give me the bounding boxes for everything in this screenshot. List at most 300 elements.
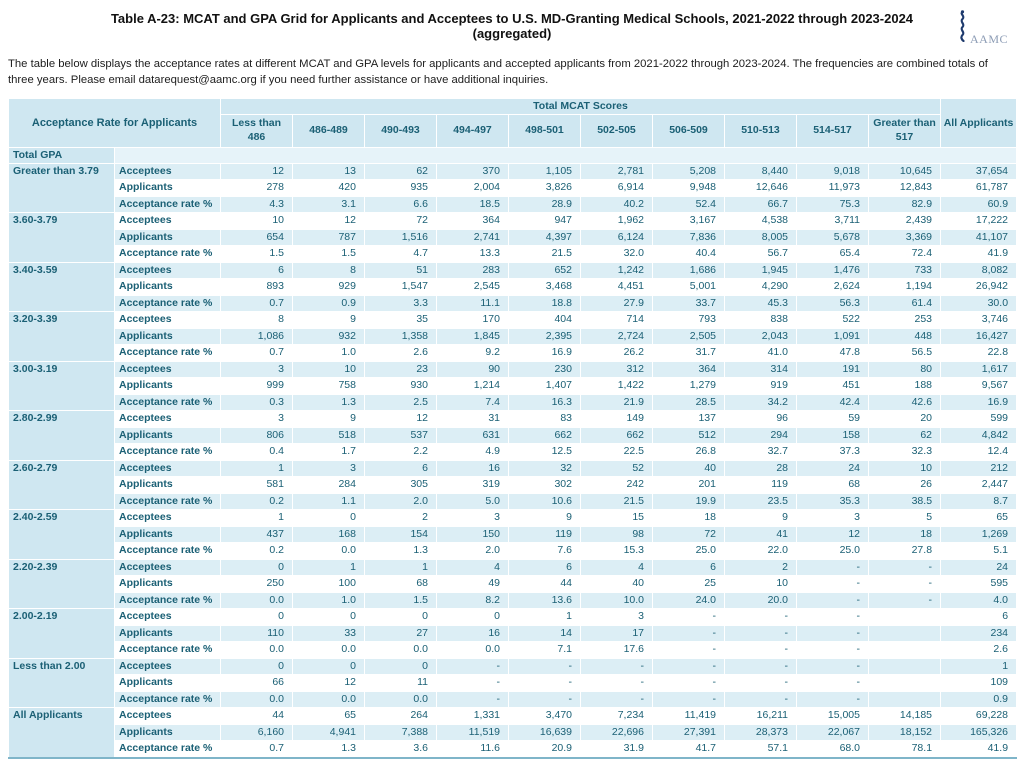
value-cell: 2.5	[365, 394, 437, 411]
score-column-header: 490-493	[365, 114, 437, 147]
value-cell: 11	[365, 675, 437, 692]
value-cell: 51	[365, 262, 437, 279]
value-cell: -	[581, 691, 653, 708]
value-cell: 1.3	[293, 394, 365, 411]
value-cell: 319	[437, 477, 509, 494]
value-cell: 4,290	[725, 279, 797, 296]
value-cell: 41.0	[725, 345, 797, 362]
value-cell: 13.6	[509, 592, 581, 609]
mcat-scores-group-header: Total MCAT Scores	[221, 98, 941, 114]
value-cell: 11,419	[653, 708, 725, 725]
value-cell: 2,624	[797, 279, 869, 296]
value-cell: 18.5	[437, 196, 509, 213]
value-cell: 150	[437, 526, 509, 543]
table-row	[9, 510, 1017, 527]
value-cell: 149	[581, 411, 653, 428]
value-cell: 0.9	[941, 691, 1017, 708]
value-cell: 2,505	[653, 328, 725, 345]
value-cell	[869, 609, 941, 626]
value-cell: 170	[437, 312, 509, 329]
value-cell: 9	[509, 510, 581, 527]
value-cell: 24	[941, 559, 1017, 576]
value-cell: 16,211	[725, 708, 797, 725]
value-cell: 793	[653, 312, 725, 329]
value-cell: 242	[581, 477, 653, 494]
value-cell: 12.5	[509, 444, 581, 461]
row-type-label: Acceptees	[115, 213, 221, 230]
gpa-band-label: 2.60-2.79	[9, 460, 115, 510]
row-type-label: Applicants	[115, 328, 221, 345]
value-cell: 9,018	[797, 163, 869, 180]
value-cell: 201	[653, 477, 725, 494]
value-cell: -	[797, 609, 869, 626]
value-cell: 3,711	[797, 213, 869, 230]
value-cell: 17	[581, 625, 653, 642]
row-type-label: Acceptance rate %	[115, 196, 221, 213]
value-cell: 2.0	[365, 493, 437, 510]
value-cell: 8.2	[437, 592, 509, 609]
score-column-header: 514-517	[797, 114, 869, 147]
mcat-gpa-grid-table	[8, 98, 1017, 759]
value-cell: 595	[941, 576, 1017, 593]
value-cell: 302	[509, 477, 581, 494]
value-cell: 0.0	[365, 691, 437, 708]
value-cell: 1,962	[581, 213, 653, 230]
value-cell: -	[725, 691, 797, 708]
row-type-label: Acceptance rate %	[115, 394, 221, 411]
value-cell: 11,973	[797, 180, 869, 197]
value-cell: 2,724	[581, 328, 653, 345]
value-cell: 24	[797, 460, 869, 477]
value-cell: -	[653, 625, 725, 642]
value-cell: 3	[221, 411, 293, 428]
value-cell	[869, 675, 941, 692]
row-type-label: Applicants	[115, 625, 221, 642]
value-cell: 8,082	[941, 262, 1017, 279]
value-cell: -	[653, 675, 725, 692]
value-cell: -	[797, 576, 869, 593]
value-cell: 448	[869, 328, 941, 345]
total-gpa-label: Total GPA	[9, 147, 115, 163]
value-cell: 9,567	[941, 378, 1017, 395]
value-cell: 947	[509, 213, 581, 230]
value-cell: 38.5	[869, 493, 941, 510]
value-cell: 10	[869, 460, 941, 477]
value-cell: 168	[293, 526, 365, 543]
value-cell: 758	[293, 378, 365, 395]
value-cell: 0	[293, 510, 365, 527]
value-cell: 110	[221, 625, 293, 642]
value-cell: 8,005	[725, 229, 797, 246]
value-cell: 154	[365, 526, 437, 543]
table-row	[9, 328, 1017, 345]
value-cell: 41.9	[941, 246, 1017, 263]
table-row	[9, 625, 1017, 642]
row-type-label: Acceptees	[115, 411, 221, 428]
value-cell: 8.7	[941, 493, 1017, 510]
value-cell: 2.6	[365, 345, 437, 362]
value-cell: 65	[293, 708, 365, 725]
row-type-label: Acceptees	[115, 312, 221, 329]
value-cell: 33.7	[653, 295, 725, 312]
value-cell: 930	[365, 378, 437, 395]
value-cell: -	[581, 658, 653, 675]
value-cell: 32	[509, 460, 581, 477]
table-row	[9, 213, 1017, 230]
value-cell: 41.7	[653, 741, 725, 758]
value-cell: 14	[509, 625, 581, 642]
total-gpa-row	[9, 147, 1017, 163]
value-cell: 27.8	[869, 543, 941, 560]
value-cell: 22.5	[581, 444, 653, 461]
gpa-band-label: All Applicants	[9, 708, 115, 758]
value-cell: -	[437, 658, 509, 675]
value-cell: 230	[509, 361, 581, 378]
value-cell: 11.1	[437, 295, 509, 312]
value-cell: 40.2	[581, 196, 653, 213]
group-header-row	[9, 98, 1017, 114]
value-cell: 82.9	[869, 196, 941, 213]
value-cell: 451	[797, 378, 869, 395]
value-cell: 3,468	[509, 279, 581, 296]
score-column-header: 494-497	[437, 114, 509, 147]
value-cell: 18	[869, 526, 941, 543]
value-cell: 62	[869, 427, 941, 444]
value-cell: 68.0	[797, 741, 869, 758]
score-column-header: Greater than 517	[869, 114, 941, 147]
value-cell: 4,397	[509, 229, 581, 246]
value-cell: 25	[653, 576, 725, 593]
value-cell: 4.0	[941, 592, 1017, 609]
value-cell: 28,373	[725, 724, 797, 741]
value-cell: 41	[725, 526, 797, 543]
value-cell: 1	[221, 460, 293, 477]
value-cell: 364	[437, 213, 509, 230]
value-cell: 52	[581, 460, 653, 477]
value-cell: 12.4	[941, 444, 1017, 461]
value-cell: -	[653, 691, 725, 708]
value-cell: 1,086	[221, 328, 293, 345]
value-cell: 4,842	[941, 427, 1017, 444]
score-column-header: 498-501	[509, 114, 581, 147]
value-cell: -	[869, 559, 941, 576]
value-cell: 18.8	[509, 295, 581, 312]
value-cell: 22.8	[941, 345, 1017, 362]
value-cell: 10.0	[581, 592, 653, 609]
table-row	[9, 559, 1017, 576]
table-row	[9, 493, 1017, 510]
value-cell: 21.5	[509, 246, 581, 263]
value-cell: 2,545	[437, 279, 509, 296]
value-cell: 0.0	[221, 592, 293, 609]
gpa-band-label: 2.00-2.19	[9, 609, 115, 659]
value-cell: 10	[221, 213, 293, 230]
value-cell: 26.2	[581, 345, 653, 362]
value-cell: 61,787	[941, 180, 1017, 197]
score-column-header: Less than 486	[221, 114, 293, 147]
value-cell: 3	[221, 361, 293, 378]
table-row	[9, 708, 1017, 725]
value-cell: 68	[797, 477, 869, 494]
table-row	[9, 691, 1017, 708]
value-cell: 27	[365, 625, 437, 642]
value-cell: 6	[653, 559, 725, 576]
table-row	[9, 246, 1017, 263]
value-cell: 312	[581, 361, 653, 378]
value-cell: 56.5	[869, 345, 941, 362]
value-cell: 52.4	[653, 196, 725, 213]
value-cell: -	[869, 592, 941, 609]
score-column-header: 486-489	[293, 114, 365, 147]
value-cell: 2,004	[437, 180, 509, 197]
value-cell: 3,826	[509, 180, 581, 197]
value-cell: 654	[221, 229, 293, 246]
value-cell: 40.4	[653, 246, 725, 263]
value-cell: 56.7	[725, 246, 797, 263]
value-cell: 3.3	[365, 295, 437, 312]
description-text: The table below displays the acceptance rates at different MCAT and GPA levels for applicants and accepted applicants from 2021-2022 through 2023-2024. The frequencies are combined totals of three years. Please email datarequest@aamc.org if you need further assistance or have additional inquiries.	[8, 58, 988, 86]
table-row	[9, 361, 1017, 378]
row-type-label: Applicants	[115, 724, 221, 741]
value-cell: 0	[293, 658, 365, 675]
row-type-label: Acceptees	[115, 460, 221, 477]
row-type-label: Acceptance rate %	[115, 493, 221, 510]
value-cell: 10	[293, 361, 365, 378]
value-cell: 932	[293, 328, 365, 345]
value-cell: 7.4	[437, 394, 509, 411]
value-cell: 838	[725, 312, 797, 329]
value-cell: 35.3	[797, 493, 869, 510]
value-cell: 8	[221, 312, 293, 329]
value-cell: 6	[941, 609, 1017, 626]
value-cell: 1.0	[293, 592, 365, 609]
value-cell: 18	[653, 510, 725, 527]
row-type-label: Applicants	[115, 229, 221, 246]
value-cell: 40	[581, 576, 653, 593]
value-cell: 1,091	[797, 328, 869, 345]
table-row	[9, 279, 1017, 296]
value-cell: 0.0	[221, 691, 293, 708]
table-row	[9, 378, 1017, 395]
value-cell: 16	[437, 460, 509, 477]
value-cell: -	[725, 642, 797, 659]
gpa-band-label: 3.00-3.19	[9, 361, 115, 411]
value-cell: 264	[365, 708, 437, 725]
value-cell: 3	[437, 510, 509, 527]
table-row	[9, 675, 1017, 692]
table-row	[9, 180, 1017, 197]
value-cell: 6,914	[581, 180, 653, 197]
table-row	[9, 724, 1017, 741]
value-cell: 42.4	[797, 394, 869, 411]
value-cell: 1,686	[653, 262, 725, 279]
value-cell: -	[725, 625, 797, 642]
value-cell: 512	[653, 427, 725, 444]
gpa-band-label: Less than 2.00	[9, 658, 115, 708]
value-cell: 4.9	[437, 444, 509, 461]
value-cell: 1.5	[365, 592, 437, 609]
page-title: Table A-23: MCAT and GPA Grid for Applicants and Acceptees to U.S. MD-Granting Medical Schools, 2021-2022 through 2023-2024 (aggregated)	[110, 11, 914, 41]
value-cell: 20	[869, 411, 941, 428]
value-cell: 0.7	[221, 345, 293, 362]
value-cell: 4	[437, 559, 509, 576]
value-cell: 2.6	[941, 642, 1017, 659]
value-cell: 1.3	[365, 543, 437, 560]
value-cell: 11,519	[437, 724, 509, 741]
value-cell: 1,476	[797, 262, 869, 279]
table-row	[9, 427, 1017, 444]
value-cell: -	[797, 691, 869, 708]
value-cell: 919	[725, 378, 797, 395]
table-row	[9, 741, 1017, 758]
value-cell: 370	[437, 163, 509, 180]
value-cell: 191	[797, 361, 869, 378]
value-cell: 2,395	[509, 328, 581, 345]
gpa-band-label: 2.20-2.39	[9, 559, 115, 609]
row-type-label: Applicants	[115, 477, 221, 494]
value-cell: 16.9	[941, 394, 1017, 411]
value-cell: 2,741	[437, 229, 509, 246]
value-cell: 8,440	[725, 163, 797, 180]
value-cell: 283	[437, 262, 509, 279]
row-type-label: Acceptees	[115, 361, 221, 378]
value-cell: -	[509, 658, 581, 675]
value-cell: 37,654	[941, 163, 1017, 180]
value-cell: 65.4	[797, 246, 869, 263]
table-row	[9, 642, 1017, 659]
value-cell: 59	[797, 411, 869, 428]
value-cell: 8	[293, 262, 365, 279]
value-cell: 0	[221, 609, 293, 626]
table-row	[9, 658, 1017, 675]
value-cell: 631	[437, 427, 509, 444]
value-cell: 165,326	[941, 724, 1017, 741]
value-cell: 0.0	[437, 642, 509, 659]
value-cell: 6,124	[581, 229, 653, 246]
value-cell: -	[437, 675, 509, 692]
value-cell: 4	[581, 559, 653, 576]
corner-header: Acceptance Rate for Applicants	[9, 98, 221, 147]
value-cell: 83	[509, 411, 581, 428]
value-cell: 9.2	[437, 345, 509, 362]
gpa-band-label: 3.60-3.79	[9, 213, 115, 263]
value-cell: 581	[221, 477, 293, 494]
table-row	[9, 477, 1017, 494]
value-cell: 32.3	[869, 444, 941, 461]
value-cell: 253	[869, 312, 941, 329]
value-cell: 4,451	[581, 279, 653, 296]
value-cell: 109	[941, 675, 1017, 692]
value-cell: 1	[365, 559, 437, 576]
value-cell: 44	[509, 576, 581, 593]
value-cell: 66	[221, 675, 293, 692]
value-cell: 1,617	[941, 361, 1017, 378]
row-type-label: Applicants	[115, 180, 221, 197]
value-cell: 1,279	[653, 378, 725, 395]
value-cell: 1,358	[365, 328, 437, 345]
row-type-label: Acceptees	[115, 559, 221, 576]
value-cell: 40	[653, 460, 725, 477]
row-type-label: Applicants	[115, 675, 221, 692]
value-cell: 12,843	[869, 180, 941, 197]
table-body	[9, 147, 1017, 758]
value-cell: 437	[221, 526, 293, 543]
value-cell: 5.1	[941, 543, 1017, 560]
value-cell: 22.0	[725, 543, 797, 560]
value-cell: 3	[581, 609, 653, 626]
value-cell: 1,407	[509, 378, 581, 395]
table-row	[9, 576, 1017, 593]
value-cell: -	[437, 691, 509, 708]
value-cell: 14,185	[869, 708, 941, 725]
value-cell: 10,645	[869, 163, 941, 180]
table-row	[9, 196, 1017, 213]
table-row	[9, 262, 1017, 279]
value-cell: 34.2	[725, 394, 797, 411]
value-cell: 60.9	[941, 196, 1017, 213]
value-cell: 31	[437, 411, 509, 428]
value-cell: 16,639	[509, 724, 581, 741]
value-cell: 3	[293, 460, 365, 477]
value-cell: 27.9	[581, 295, 653, 312]
value-cell	[869, 658, 941, 675]
table-row	[9, 163, 1017, 180]
value-cell: 22,696	[581, 724, 653, 741]
value-cell: 5,208	[653, 163, 725, 180]
value-cell: 35	[365, 312, 437, 329]
value-cell: 1,422	[581, 378, 653, 395]
value-cell: 3,470	[509, 708, 581, 725]
value-cell: -	[653, 609, 725, 626]
value-cell: 0.7	[221, 295, 293, 312]
value-cell: 2,439	[869, 213, 941, 230]
value-cell: 56.3	[797, 295, 869, 312]
value-cell: 0	[365, 609, 437, 626]
value-cell: 7.6	[509, 543, 581, 560]
value-cell: 0	[293, 609, 365, 626]
value-cell: 9,948	[653, 180, 725, 197]
value-cell: 2	[725, 559, 797, 576]
value-cell: 6	[509, 559, 581, 576]
value-cell: 1	[941, 658, 1017, 675]
value-cell	[869, 642, 941, 659]
value-cell: 68	[365, 576, 437, 593]
value-cell: 0.4	[221, 444, 293, 461]
value-cell: 929	[293, 279, 365, 296]
value-cell: 0.0	[293, 691, 365, 708]
value-cell: 9	[293, 411, 365, 428]
value-cell: 3,369	[869, 229, 941, 246]
value-cell: 26,942	[941, 279, 1017, 296]
value-cell: 999	[221, 378, 293, 395]
value-cell: 3.6	[365, 741, 437, 758]
row-type-label: Applicants	[115, 526, 221, 543]
value-cell: 893	[221, 279, 293, 296]
row-type-label: Acceptance rate %	[115, 691, 221, 708]
value-cell: 49	[437, 576, 509, 593]
value-cell: 7,388	[365, 724, 437, 741]
value-cell: 7.1	[509, 642, 581, 659]
value-cell: 518	[293, 427, 365, 444]
score-column-header: 510-513	[725, 114, 797, 147]
value-cell: 12	[797, 526, 869, 543]
value-cell: 137	[653, 411, 725, 428]
value-cell: 806	[221, 427, 293, 444]
row-type-label: Acceptees	[115, 658, 221, 675]
value-cell: 61.4	[869, 295, 941, 312]
value-cell: 18,152	[869, 724, 941, 741]
value-cell: 935	[365, 180, 437, 197]
